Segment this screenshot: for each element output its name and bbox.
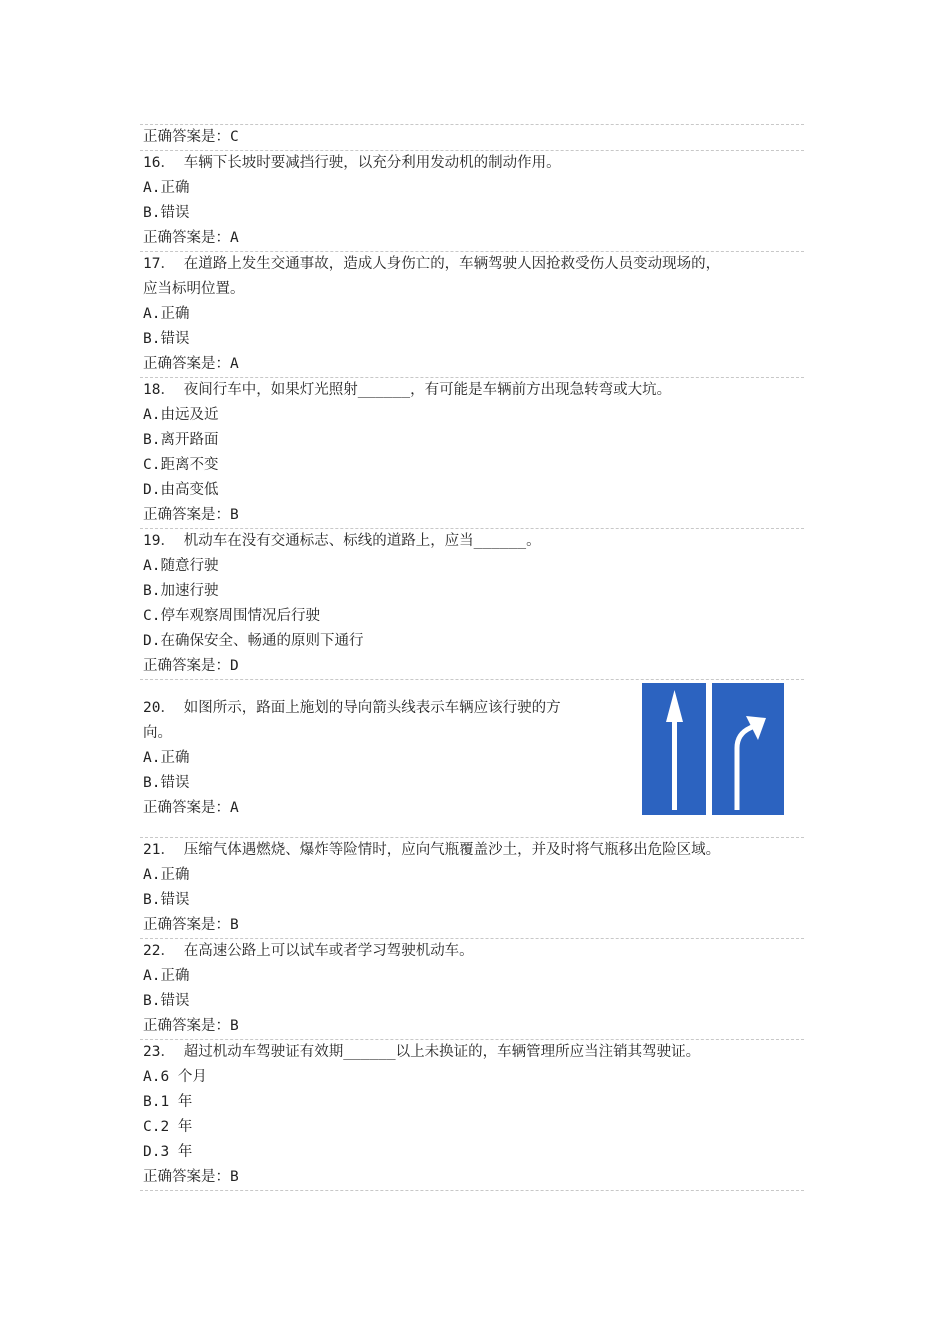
question-text: 21． 压缩气体遇燃烧、爆炸等险情时，应向气瓶覆盖沙土，并及时将气瓶移出危险区域。 xyxy=(143,842,721,858)
option-item: D.3 年 xyxy=(143,1144,193,1160)
spacer xyxy=(140,821,804,837)
option-item: B.错误 xyxy=(143,331,190,347)
option-item: D.由高变低 xyxy=(143,482,219,498)
question-text: 向。 xyxy=(143,725,172,741)
option-item: A.正确 xyxy=(143,968,190,984)
question-text: 17． 在道路上发生交通事故，造成人身伤亡的，车辆驾驶人因抢救受伤人员变动现场的， xyxy=(143,256,721,272)
option-item: C.停车观察周围情况后行驶 xyxy=(143,608,320,624)
answer-line: 正确答案是：D xyxy=(143,658,239,674)
question-block xyxy=(140,939,804,1039)
question-block xyxy=(140,838,804,938)
option-item: B.错误 xyxy=(143,892,190,908)
option-item: A.正确 xyxy=(143,180,190,196)
option-item: A.6 个月 xyxy=(143,1069,207,1085)
option-item: A.正确 xyxy=(143,867,190,883)
lane-arrows-straight-right-icon xyxy=(640,682,786,816)
option-item: D.在确保安全、畅通的原则下通行 xyxy=(143,633,364,649)
question-block xyxy=(140,378,804,528)
question-block xyxy=(140,1040,804,1190)
option-item: A.由远及近 xyxy=(143,407,219,423)
question-block xyxy=(140,529,804,679)
question-block xyxy=(140,680,804,837)
question-text: 19． 机动车在没有交通标志、标线的道路上，应当______。 xyxy=(143,533,541,549)
option-item: A.正确 xyxy=(143,750,190,766)
question-text: 20． 如图所示，路面上施划的导向箭头线表示车辆应该行驶的方 xyxy=(143,700,561,716)
question-text: 18． 夜间行车中，如果灯光照射______，有可能是车辆前方出现急转弯或大坑。 xyxy=(143,382,672,398)
option-item: A.正确 xyxy=(143,306,190,322)
question-block xyxy=(140,151,804,251)
answer-line: 正确答案是：B xyxy=(143,1018,239,1034)
question-text: 22． 在高速公路上可以试车或者学习驾驶机动车。 xyxy=(143,943,474,959)
question-list xyxy=(140,151,804,1191)
question-block xyxy=(140,252,804,377)
option-item: B.错误 xyxy=(143,205,190,221)
answer-line: 正确答案是：B xyxy=(143,917,239,933)
answer-line: 正确答案是：B xyxy=(143,507,239,523)
question-text: 应当标明位置。 xyxy=(143,281,245,297)
question-text: 16． 车辆下长坡时要减挡行驶，以充分利用发动机的制动作用。 xyxy=(143,155,561,171)
option-item: C.2 年 xyxy=(143,1119,193,1135)
option-item: B.加速行驶 xyxy=(143,583,219,599)
answer-line: 正确答案是：A xyxy=(143,356,239,372)
option-item: C.距离不变 xyxy=(143,457,219,473)
answer-line: 正确答案是：A xyxy=(143,800,239,816)
separator xyxy=(140,1190,804,1191)
question-text: 23． 超过机动车驾驶证有效期______以上未换证的，车辆管理所应当注销其驾驶证。 xyxy=(143,1044,701,1060)
answer-line: 正确答案是：B xyxy=(143,1169,239,1185)
option-item: A.随意行驶 xyxy=(143,558,219,574)
answer-line: 正确答案是：A xyxy=(143,230,239,246)
answer-line: 正确答案是：C xyxy=(143,129,239,145)
option-item: B.错误 xyxy=(143,775,190,791)
option-item: B.1 年 xyxy=(143,1094,193,1110)
option-item: B.离开路面 xyxy=(143,432,219,448)
option-item: B.错误 xyxy=(143,993,190,1009)
document-page xyxy=(140,124,804,1191)
